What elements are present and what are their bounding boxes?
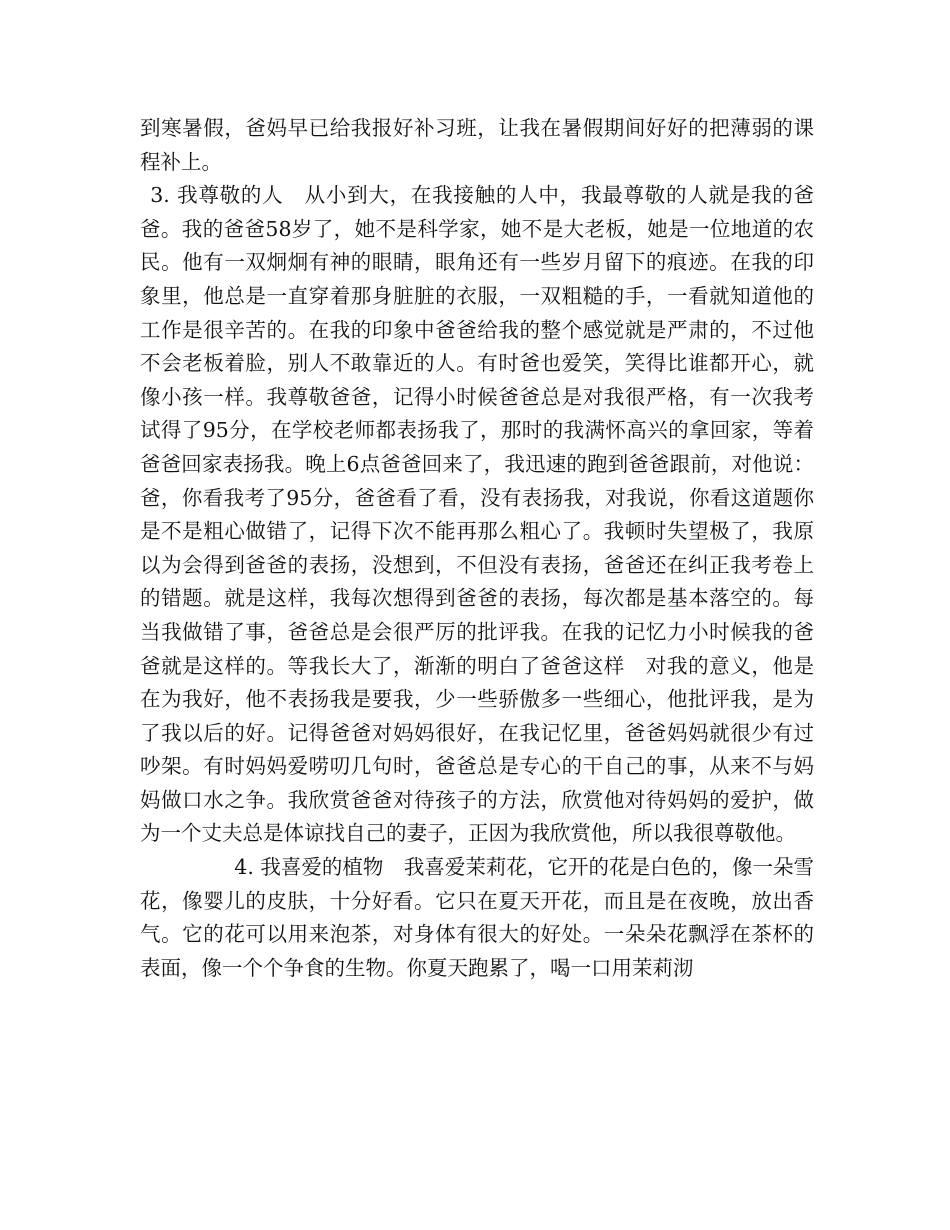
- paragraph-favorite-plant: 4. 我喜爱的植物 我喜爱茉莉花，它开的花是白色的，像一朵雪花，像婴儿的皮肤，十分好看。它只在夏天开花，而且是在夜晚，放出香气。它的花可以用来泡茶，对身体有很大的好处。一朵朵花飘浮在茶杯的表面，像一个个争食的生物。你夏天跑累了，喝一口用茉莉沏: [140, 855, 814, 980]
- document-body: [140, 112, 814, 985]
- paragraph-respected-person: 3. 我尊敬的人 从小到大，在我接触的人中，我最尊敬的人就是我的爸爸。我的爸爸58岁了，她不是科学家，她不是大老板，她是一位地道的农民。他有一双炯炯有神的眼睛，眼角还有一些岁月留下的痕迹。在我的印象里，他总是一直穿着那身脏脏的衣服，一双粗糙的手，一看就知道他的工作是很辛苦的。在我的印象中爸爸给我的整个感觉就是严肃的，不过他不会老板着脸，别人不敢靠近的人。有时爸也爱笑，笑得比谁都开心，就像小孩一样。我尊敬爸爸，记得小时候爸爸总是对我很严格，有一次我考试得了95分，在学校老师都表扬我了，那时的我满怀高兴的拿回家，等着爸爸回家表扬我。晚上6点爸爸回来了，我迅速的跑到爸爸跟前，对他说：爸，你看我考了95分，爸爸看了看，没有表扬我，对我说，你看这道题你是不是粗心做错了，记得下次不能再那么粗心了。我顿时失望极了，我原以为会得到爸爸的表扬，没想到，不但没有表扬，爸爸还在纠正我考卷上的错题。就是这样，我每次想得到爸爸的表扬，每次都是基本落空的。每当我做错了事，爸爸总是会很严厉的批评我。在我的记忆力小时候我的爸爸就是这样的。等我长大了，渐渐的明白了爸爸这样 对我的意义，他是在为我好，他不表扬我是要我，少一些骄傲多一些细心，他批评我，是为了我以后的好。记得爸爸对妈妈很好，在我记忆里，爸爸妈妈就很少有过吵架。有时妈妈爱唠叨几句时，爸爸总是专心的干自己的事，从来不与妈妈做口水之争。我欣赏爸爸对待孩子的方法，欣赏他对待妈妈的爱护，做为一个丈夫总是体谅找自己的妻子，正因为我欣赏他，所以我很尊敬他。: [140, 183, 814, 846]
- paragraph-continuation: 到寒暑假，爸妈早已给我报好补习班，让我在暑假期间好好的把薄弱的课程补上。: [140, 116, 814, 174]
